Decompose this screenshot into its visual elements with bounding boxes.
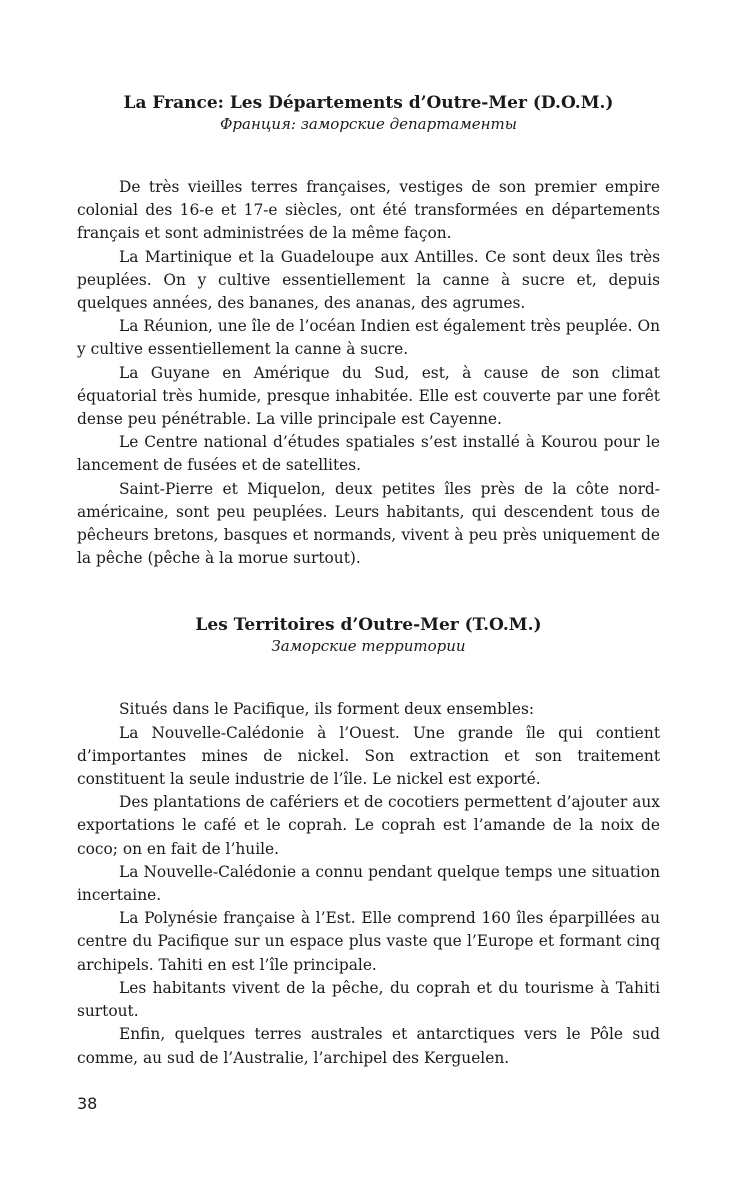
paragraph: Le Centre national d’études spatiales s’est installé à Kourou pour le lancement de fusées et de satellites. [77,433,660,475]
page-number: 38 [77,1094,98,1113]
section-body [77,176,660,570]
section-subtitle: Заморские территории [271,637,466,656]
paragraph: La Nouvelle-Calédonie a connu pendant quelque temps une situation incertaine. [77,862,660,905]
paragraph: De très vieilles terres françaises, vestiges de son premier empire colonial des 16-e et 17-e siècles, ont été transformées en départements français et sont administrées de la même façon. [77,178,660,243]
paragraph: La Réunion, une île de l’océan Indien est également très peuplée. On y cultive essentiellement la canne à sucre. [77,317,660,359]
paragraph: La Guyane en Amérique du Sud, est, à cause de son climat équatorial très humide, presque inhabitée. Elle est couverte par une forêt dense peu pénétrable. La ville principale est Cayenne. [77,363,660,429]
section-tom [77,614,660,1069]
page [77,92,660,1070]
paragraph: La Polynésie française à l’Est. Elle comprend 160 îles éparpillées au centre du Pacifique sur un espace plus vaste que l’Europe et formant cinq archipels. Tahiti en est l’île principale. [77,909,660,974]
section-body [77,698,660,1069]
section-title: Les Territoires d’Outre-Mer (T.O.M.) [195,615,542,636]
section-subtitle: Франция: заморские департаменты [219,115,517,133]
section-dom [77,92,660,570]
paragraph: Enfin, quelques terres australes et antarctiques vers le Pôle sud comme, au sud de l’Australie, l’archipel des Kerguelen. [77,1025,660,1067]
section-title: La France: Les Départements d’Outre-Mer (D.O.M.) [123,93,614,113]
paragraph: Les habitants vivent de la pêche, du coprah et du tourisme à Tahiti surtout. [77,978,660,1021]
paragraph: Saint-Pierre et Miquelon, deux petites îles près de la côte nord-américaine, sont peu peuplées. Leurs habitants, qui descendent tous de pêcheurs bretons, basques et normands, vivent à peu près uniquement de la pêche (pêche à la morue surtout). [77,479,660,568]
paragraph: Des plantations de cafériers et de cocotiers permettent d’ajouter aux exportations le café et le coprah. Le coprah est l’amande de la noix de coco; on en fait de l’huile. [77,793,660,858]
paragraph: La Nouvelle-Calédonie à l’Ouest. Une grande île qui contient d’importantes mines de nickel. Son extraction et son traitement constituent la seule industrie de l’île. Le nickel est exporté. [77,723,660,789]
section-heading [77,614,660,656]
section-heading [77,92,660,134]
paragraph: La Martinique et la Guadeloupe aux Antilles. Ce sont deux îles très peuplées. On y cultive essentiellement la canne à sucre et, depuis quelques années, des bananes, des ananas, des agrumes. [77,247,660,313]
paragraph: Situés dans le Pacifique, ils forment deux ensembles: [119,700,535,719]
